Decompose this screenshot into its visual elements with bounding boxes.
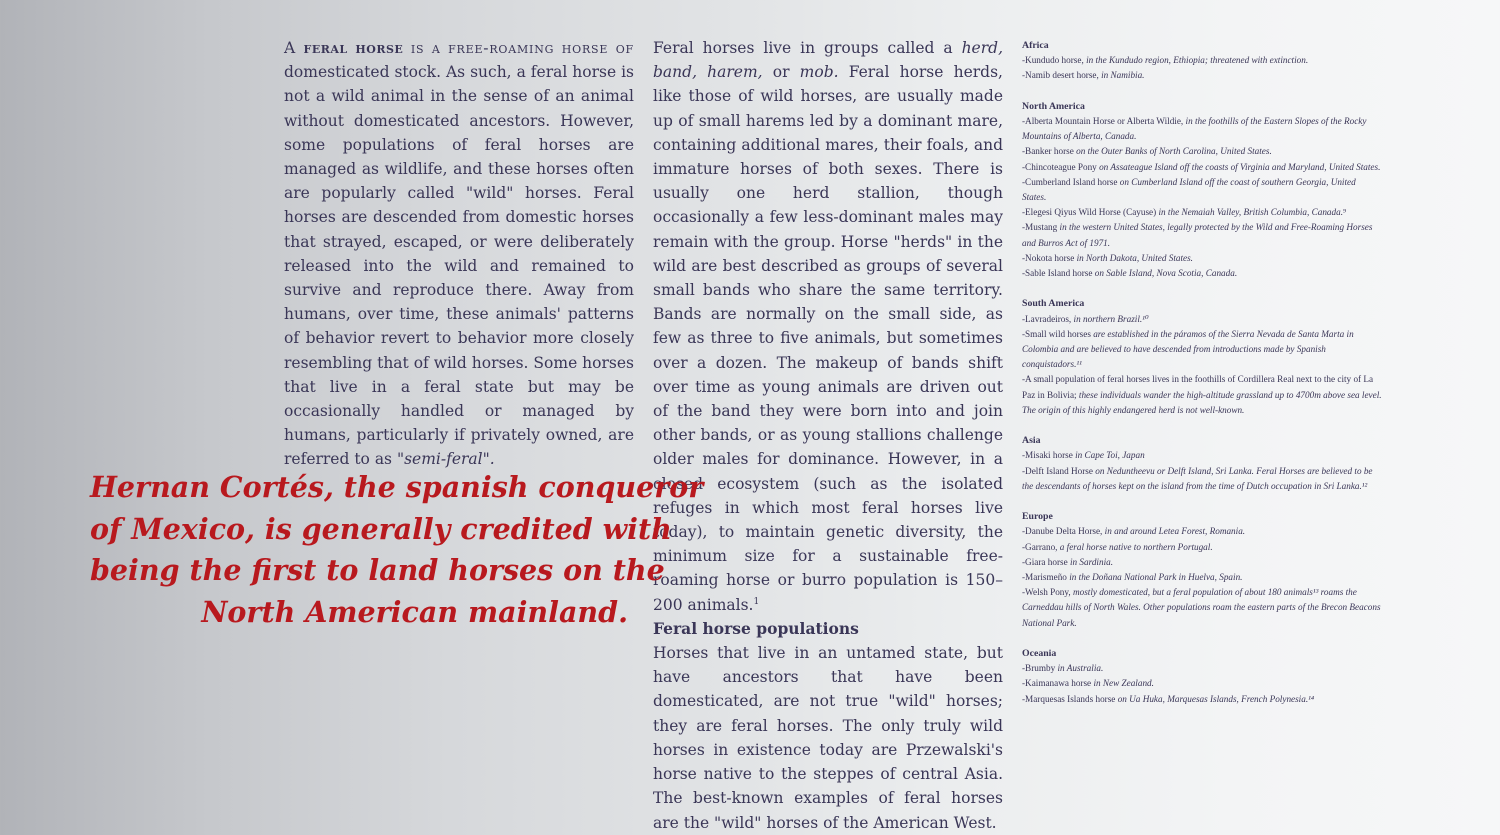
population-entry bbox=[1022, 68, 1382, 83]
population-description: mostly domesticated, but a feral population of about 180 animals¹³ roams the Carneddau hills of North Wales. Other populations roam the eastern parts of the Brecon Beacons National Park. bbox=[1022, 587, 1381, 628]
population-name: -Cumberland Island horse bbox=[1022, 176, 1118, 187]
population-entry bbox=[1022, 661, 1382, 676]
population-name: -Small wild horses bbox=[1022, 328, 1091, 339]
population-name: -Namib desert horse, bbox=[1022, 70, 1099, 81]
herds-text-c: Feral horse herds, like those of wild horses, are usually made up of small harems led by a dominant mare, containing additional mares, their foals, and immature horses of both sexes. There is usually one herd stallion, though occasionally a few less-dominant males may remain with the group. Horse "herds" in the wild are best described as groups of several small bands who share the same territory. Bands are normally on the small side, as few as three to five animals, but sometimes over a dozen. The makeup of bands shift over time as young animals are driven out of the band they were born into and join other bands, or as young stallions challenge older males for dominance. However, in a closed ecosystem (such as the isolated refuges in which most feral horses live today), to maintain genetic diversity, the minimum size for a sustainable free-roaming horse or burro population is 150–200 animals. bbox=[653, 63, 1003, 614]
population-name: -Mustang bbox=[1022, 222, 1058, 233]
population-name: -A small population of feral horses lives in the foothills of Cordillera Real next to the city of La Paz in Bolivia; bbox=[1022, 374, 1374, 400]
population-entry bbox=[1022, 448, 1382, 463]
population-description: in Australia. bbox=[1055, 663, 1104, 674]
population-description: in Namibia. bbox=[1098, 70, 1145, 81]
population-entry bbox=[1022, 692, 1382, 707]
population-description: on Assateague Island off the coasts of Virginia and Maryland, United States. bbox=[1096, 161, 1381, 172]
region-title: North America bbox=[1022, 100, 1085, 112]
pull-quote bbox=[90, 467, 704, 633]
herd-terms: herd, band, harem, bbox=[653, 39, 1003, 82]
semi-feral-term: "semi-feral". bbox=[396, 450, 495, 469]
population-description: in Cape Toi, Japan bbox=[1072, 450, 1145, 461]
region-africa bbox=[1022, 38, 1382, 84]
footnote-1: 1 bbox=[753, 596, 760, 607]
population-description: in the western United States, legally protected by the Wild and Free-Roaming Horses and Burros Act of 1971. bbox=[1022, 222, 1373, 248]
population-name: -Nokota horse bbox=[1022, 252, 1075, 263]
intro-column bbox=[284, 36, 634, 472]
region-title: Asia bbox=[1022, 435, 1041, 447]
population-name: -Kaimanawa horse bbox=[1022, 678, 1092, 689]
herds-text-b: or bbox=[762, 63, 800, 82]
population-entry bbox=[1022, 540, 1382, 555]
population-description: in the Nemaiah Valley, British Columbia, Canada.⁹ bbox=[1156, 207, 1347, 218]
region-title: Europe bbox=[1022, 511, 1053, 523]
populations-paragraph: Horses that live in an untamed state, but have ancestors that have been domesticated, are not true "wild" horses; they are feral horses. The only truly wild horses in existence today are Przewalski's horse native to the steppes of central Asia. The best-known examples of feral horses are the "wild" horses of the American West. bbox=[653, 644, 1003, 832]
population-name: -Marquesas Islands horse bbox=[1022, 693, 1116, 704]
intro-paragraph bbox=[284, 36, 634, 472]
region-title: Africa bbox=[1022, 40, 1049, 51]
quote-line-3: being the first to land horses on the bbox=[90, 553, 665, 587]
population-entry bbox=[1022, 312, 1382, 327]
region-south-america bbox=[1022, 296, 1382, 418]
population-name: -Sable Island horse bbox=[1022, 268, 1093, 279]
quote-line-1: Hernan Cortés, the spanish conqueror bbox=[90, 470, 704, 504]
population-entry bbox=[1022, 555, 1382, 570]
lead-in-term: feral horse bbox=[303, 38, 404, 57]
population-description: in northern Brazil.¹⁰ bbox=[1071, 313, 1149, 324]
population-description: in Sardinia. bbox=[1067, 556, 1114, 567]
population-description: a feral horse native to northern Portugal. bbox=[1057, 541, 1213, 552]
intro-text: domesticated stock. As such, a feral horse is not a wild animal in the sense of an animal without domesticated ancestors. However, some populations of feral horses are managed as wildlife, and these horses often are popularly called "wild" horses. Feral horses are descended from domestic horses that strayed, escaped, or were deliberately released into the wild and remained to survive and reproduce there. Away from humans, over time, these animals' patterns of behavior revert to behavior more closely resembling that of wild horses. Some horses that live in a feral state but may be occasionally handled or managed by humans, particularly if privately owned, are referred to as bbox=[284, 63, 634, 469]
population-name: -Lavradeiros, bbox=[1022, 313, 1072, 324]
population-entry bbox=[1022, 585, 1382, 631]
population-entry bbox=[1022, 220, 1382, 250]
lead-in-a: A bbox=[284, 39, 304, 57]
population-name: -Brumby bbox=[1022, 663, 1056, 674]
mob-term: mob. bbox=[799, 63, 839, 82]
herds-column bbox=[653, 36, 1003, 835]
herds-text-a: Feral horses live in groups called a bbox=[653, 39, 962, 57]
population-entry bbox=[1022, 372, 1382, 418]
region-oceania bbox=[1022, 646, 1382, 707]
population-description: in New Zealand. bbox=[1091, 678, 1154, 689]
population-entry bbox=[1022, 464, 1382, 494]
population-name: -Elegesi Qiyus Wild Horse (Cayuse) bbox=[1022, 207, 1157, 218]
population-name: -Banker horse bbox=[1022, 146, 1074, 157]
region-title: South America bbox=[1022, 298, 1085, 310]
quote-line-2: of Mexico, is generally credited with bbox=[90, 511, 672, 546]
population-name: -Giara horse bbox=[1022, 556, 1068, 567]
population-description: in North Dakota, United States. bbox=[1074, 252, 1193, 263]
region-europe bbox=[1022, 509, 1382, 631]
population-description: on Ua Huka, Marquesas Islands, French Polynesia.¹⁴ bbox=[1115, 693, 1315, 704]
population-entry bbox=[1022, 53, 1382, 68]
population-entry bbox=[1022, 676, 1382, 691]
population-name: -Kundudo horse, bbox=[1022, 55, 1084, 66]
region-north-america bbox=[1022, 99, 1382, 281]
population-name: -Alberta Mountain Horse or Alberta Wildie, bbox=[1022, 116, 1184, 126]
population-description: on Cumberland Island off the coast of southern Georgia, United States. bbox=[1022, 176, 1356, 203]
lead-in-c: is a free-roaming horse of bbox=[403, 39, 634, 57]
population-name: -Marismeño bbox=[1022, 572, 1067, 583]
population-name: -Chincoteague Pony bbox=[1022, 161, 1097, 172]
population-description: on the Outer Banks of North Carolina, United States. bbox=[1073, 146, 1272, 157]
population-name: -Misaki horse bbox=[1022, 450, 1073, 461]
population-entry bbox=[1022, 524, 1382, 539]
population-entry bbox=[1022, 175, 1382, 205]
population-name: -Welsh Pony, bbox=[1022, 587, 1071, 598]
region-title: Oceania bbox=[1022, 648, 1057, 660]
population-description: on Sable Island, Nova Scotia, Canada. bbox=[1092, 268, 1238, 279]
population-entry bbox=[1022, 327, 1382, 373]
population-entry bbox=[1022, 570, 1382, 585]
population-entry bbox=[1022, 251, 1382, 266]
population-description: these individuals wander the high-altitude grassland up to 4700m above sea level. The origin of this highly endangered herd is not well-known. bbox=[1022, 389, 1382, 415]
populations-list bbox=[1022, 38, 1382, 722]
population-entry bbox=[1022, 114, 1382, 144]
region-asia bbox=[1022, 433, 1382, 494]
population-entry bbox=[1022, 266, 1382, 281]
population-entry bbox=[1022, 160, 1382, 175]
herds-paragraph bbox=[653, 36, 1003, 617]
population-name: -Danube Delta Horse, bbox=[1022, 526, 1103, 537]
population-name: -Garrano, bbox=[1022, 541, 1058, 552]
population-entry bbox=[1022, 205, 1382, 220]
population-description: on Neduntheevu or Delft Island, Sri Lanka. Feral Horses are believed to be the descendants of horses kept on the island from the time of Dutch occupation in Sri Lanka.¹² bbox=[1022, 465, 1373, 491]
population-description: in and around Letea Forest, Romania. bbox=[1102, 526, 1246, 537]
population-description: in the foothills of the Eastern Slopes of the Rocky Mountains of Alberta, Canada. bbox=[1022, 116, 1367, 142]
population-name: -Delft Island Horse bbox=[1022, 465, 1093, 476]
population-description: in the Doñana National Park in Huelva, Spain. bbox=[1066, 572, 1243, 583]
population-description: are established in the páramos of the Sierra Nevada de Santa Marta in Colombia and are believed to have descended from introductions made by Spanish conquistadors.¹¹ bbox=[1022, 328, 1354, 370]
quote-line-4: North American mainland. bbox=[201, 594, 628, 629]
populations-heading: Feral horse populations bbox=[653, 618, 859, 638]
population-entry bbox=[1022, 144, 1382, 159]
population-description: in the Kundudo region, Ethiopia; threatened with extinction. bbox=[1083, 55, 1309, 66]
